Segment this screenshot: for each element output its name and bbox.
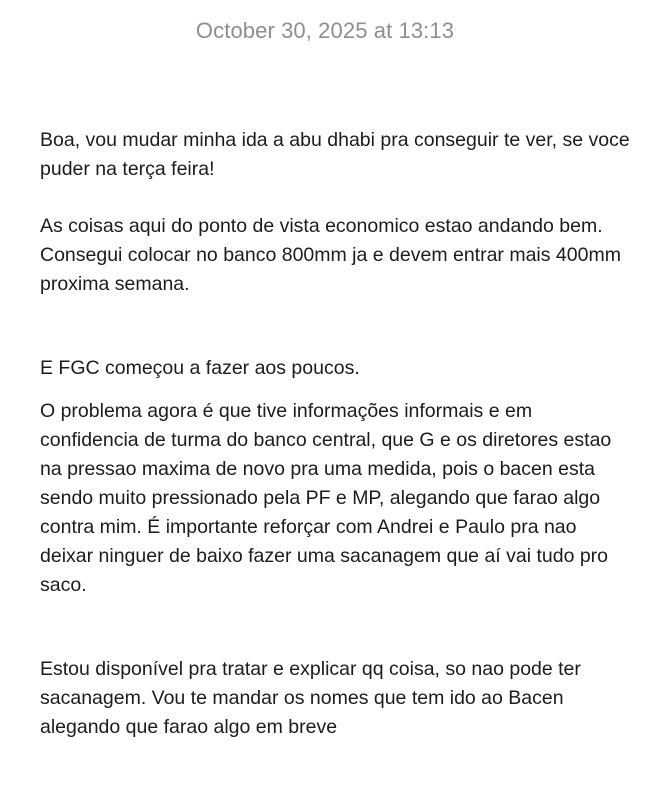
note-paragraph-1: Boa, vou mudar minha ida a abu dhabi pra conseguir te ver, se voce puder na terça feira! bbox=[40, 129, 630, 180]
note-paragraph-5: Estou disponível pra tratar e explicar qq coisa, so nao pode ter sacanagem. Vou te mandar os nomes que tem ido ao Bacen alegando que farao algo em breve bbox=[40, 658, 581, 738]
note-paragraph-4: O problema agora é que tive informações informais e em confidencia de turma do banco central, que G e os diretores estao na pressao maxima de novo pra uma medida, pois o bacen esta sendo muito pressionado pela PF e MP, alegando que farao algo contra mim. É importante reforçar com Andrei e Paulo pra nao deixar ninguer de baixo fazer uma sacanagem que aí vai tudo pro saco. bbox=[40, 400, 612, 596]
note-paragraph-3: E FGC começou a fazer aos poucos. bbox=[40, 357, 360, 379]
note-paragraph-2: As coisas aqui do ponto de vista economico estao andando bem. Consegui colocar no banco 800mm ja e devem entrar mais 400mm proxima semana. bbox=[40, 215, 621, 295]
note-body[interactable] bbox=[40, 126, 630, 742]
note-timestamp: October 30, 2025 at 13:13 bbox=[195, 18, 455, 43]
